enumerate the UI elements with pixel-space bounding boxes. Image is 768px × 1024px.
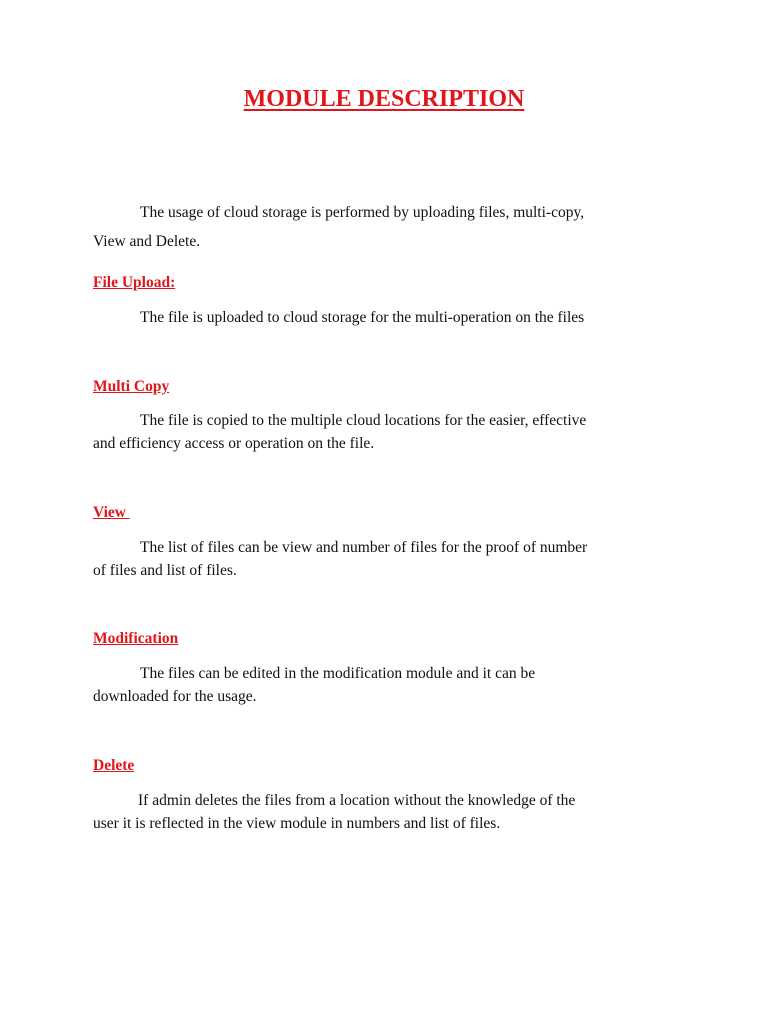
view-line-2: of files and list of files. (93, 562, 237, 579)
document-title: MODULE DESCRIPTION (243, 86, 525, 112)
intro-line-1: The usage of cloud storage is performed by uploading files, multi-copy, (140, 204, 585, 221)
paragraph-modification (93, 662, 683, 708)
modification-line-2: downloaded for the usage. (93, 688, 257, 705)
intro-line-2: View and Delete. (93, 233, 201, 250)
heading-file-upload: File Upload: (93, 274, 176, 291)
heading-multi-copy: Multi Copy (93, 378, 170, 395)
paragraph-delete (93, 789, 683, 835)
paragraph-multi-copy (93, 409, 683, 455)
intro-paragraph (93, 201, 683, 253)
multi-copy-line-2: and efficiency access or operation on the file. (93, 435, 375, 452)
file-upload-line-1: The file is uploaded to cloud storage for the multi-operation on the files (140, 309, 585, 326)
delete-line-2: user it is reflected in the view module in numbers and list of files. (93, 815, 501, 832)
modification-line-1: The files can be edited in the modification module and it can be (140, 665, 536, 682)
paragraph-view (93, 536, 683, 582)
heading-modification: Modification (93, 630, 179, 647)
multi-copy-line-1: The file is copied to the multiple cloud locations for the easier, effective (140, 412, 587, 429)
view-line-1: The list of files can be view and number of files for the proof of number (140, 539, 588, 556)
paragraph-file-upload (93, 306, 683, 329)
delete-line-1: If admin deletes the files from a location without the knowledge of the (138, 792, 576, 809)
heading-delete: Delete (93, 757, 135, 774)
heading-view: View (93, 504, 130, 521)
